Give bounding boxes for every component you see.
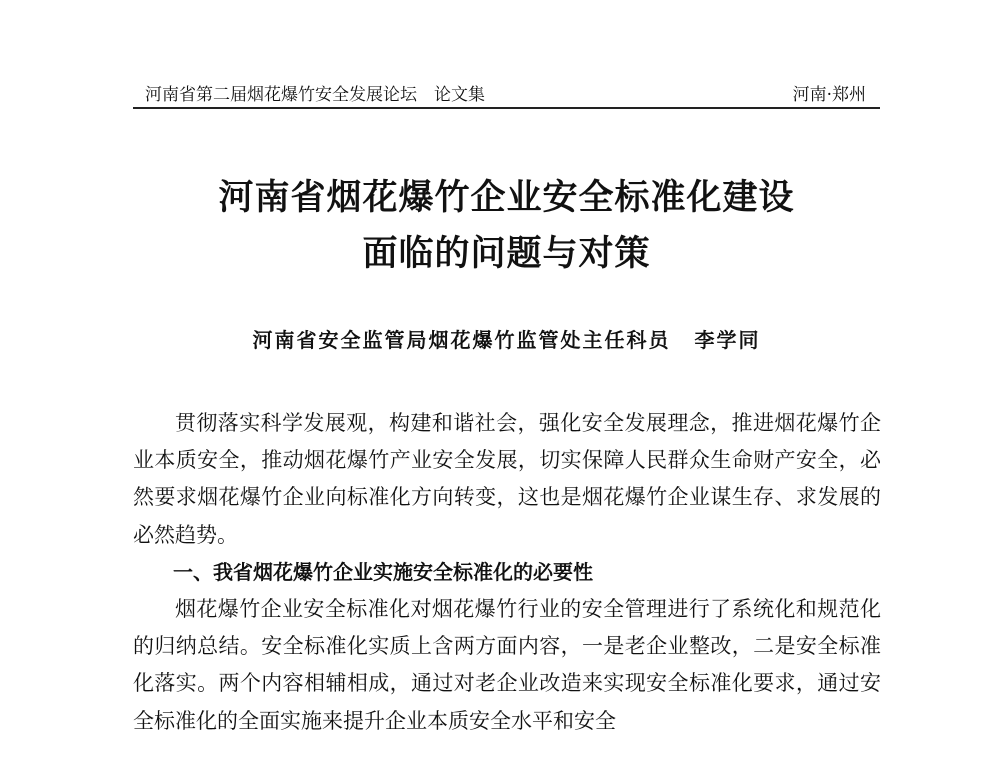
header-divider	[133, 107, 880, 109]
section-heading-1: 一、我省烟花爆竹企业实施安全标准化的必要性	[173, 559, 593, 584]
header-location: 河南·郑州	[792, 85, 866, 105]
title-line-1: 河南省烟花爆竹企业安全标准化建设	[218, 177, 795, 218]
article-body	[133, 405, 881, 740]
author-name: 李学同	[694, 328, 761, 352]
author-line	[133, 324, 880, 353]
article-title	[133, 170, 880, 282]
intro-paragraph: 贯彻落实科学发展观，构建和谐社会，强化安全发展理念，推进烟花爆竹企业本质安全，推动烟花爆竹产业安全发展，切实保障人民群众生命财产安全，必然要求烟花爆竹企业向标准化方向转变，这也是烟花爆竹企业谋生存、求发展的必然趋势。	[133, 411, 881, 547]
title-line-2: 面临的问题与对策	[362, 233, 651, 274]
header-journal-title: 河南省第二届烟花爆竹安全发展论坛 论文集	[145, 85, 485, 105]
section-1-paragraph: 烟花爆竹企业安全标准化对烟花爆竹行业的安全管理进行了系统化和规范化的归纳总结。安全标准化实质上含两方面内容，一是老企业整改，二是安全标准化落实。两个内容相辅相成，通过对老企业改造来实现安全标准化要求，通过安全标准化的全面实施来提升企业本质安全水平和安全	[133, 597, 881, 733]
running-header	[133, 78, 880, 104]
author-affiliation: 河南省安全监管局烟花爆竹监管处主任科员	[252, 328, 671, 352]
